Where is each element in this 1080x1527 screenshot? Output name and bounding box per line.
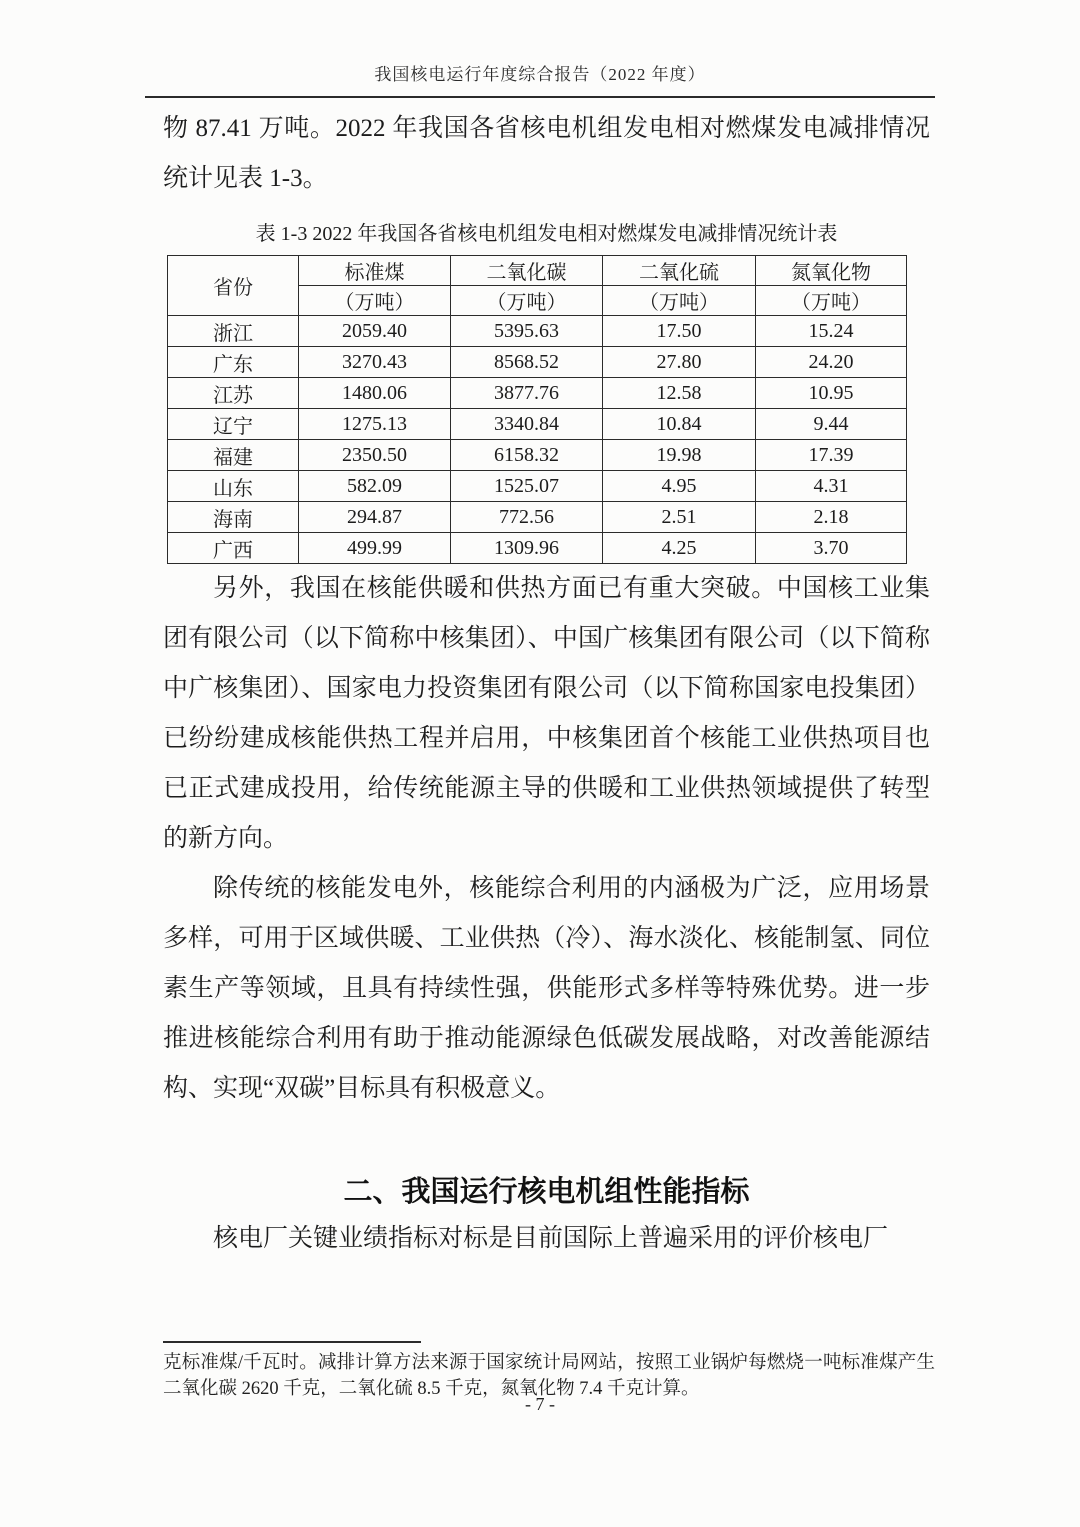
table-row (168, 347, 907, 378)
table-row (168, 440, 907, 471)
footnote-divider (163, 1341, 421, 1343)
value-cell: 5395.63 (451, 316, 603, 347)
paragraph-kpi: 核电厂关键业绩指标对标是目前国际上普遍采用的评价核电厂 (213, 1225, 889, 1252)
value-cell: 582.09 (299, 471, 451, 502)
table-unit-cell: （万吨） (451, 286, 603, 316)
page-content (163, 104, 930, 1264)
table-header-row-names (168, 256, 907, 286)
page-header-title: 我国核电运行年度综合报告（2022 年度） (145, 60, 935, 98)
table-header-coal: 标准煤 (299, 256, 451, 286)
footnote (163, 1341, 935, 1402)
footnote-text: 克标准煤/千瓦时。减排计算方法来源于国家统计局网站，按照工业锅炉每燃烧一吨标准煤产生二氧化碳 2620 千克，二氧化硫 8.5 千克，氮氧化物 7.4 千克计算。 (163, 1353, 935, 1399)
value-cell: 2350.50 (299, 440, 451, 471)
province-cell: 福建 (168, 440, 299, 471)
province-cell: 浙江 (168, 316, 299, 347)
table-unit-cell: （万吨） (756, 286, 907, 316)
table-row (168, 533, 907, 564)
value-cell: 4.25 (603, 533, 756, 564)
value-cell: 3877.76 (451, 378, 603, 409)
value-cell: 4.31 (756, 471, 907, 502)
emissions-table (167, 255, 907, 564)
value-cell: 10.84 (603, 409, 756, 440)
value-cell: 9.44 (756, 409, 907, 440)
value-cell: 2059.40 (299, 316, 451, 347)
value-cell: 8568.52 (451, 347, 603, 378)
paragraph-utilization: 除传统的核能发电外，核能综合利用的内涵极为广泛，应用场景多样，可用于区域供暖、工业供热（冷）、海水淡化、核能制氢、同位素生产等领域，且具有持续性强，供能形式多样等特殊优势。进一步推进核能综合利用有助于推动能源绿色低碳发展战略，对改善能源结构、实现“双碳”目标具有积极意义。 (163, 875, 930, 1102)
table-unit-cell: （万吨） (603, 286, 756, 316)
value-cell: 3340.84 (451, 409, 603, 440)
value-cell: 6158.32 (451, 440, 603, 471)
value-cell: 1525.07 (451, 471, 603, 502)
province-cell: 广东 (168, 347, 299, 378)
value-cell: 19.98 (603, 440, 756, 471)
province-cell: 广西 (168, 533, 299, 564)
value-cell: 4.95 (603, 471, 756, 502)
value-cell: 772.56 (451, 502, 603, 533)
table-row (168, 471, 907, 502)
value-cell: 1480.06 (299, 378, 451, 409)
province-cell: 江苏 (168, 378, 299, 409)
value-cell: 3.70 (756, 533, 907, 564)
value-cell: 15.24 (756, 316, 907, 347)
table-caption: 表 1-3 2022 年我国各省核电机组发电相对燃煤发电减排情况统计表 (255, 223, 838, 245)
value-cell: 10.95 (756, 378, 907, 409)
value-cell: 24.20 (756, 347, 907, 378)
province-cell: 山东 (168, 471, 299, 502)
value-cell: 17.39 (756, 440, 907, 471)
value-cell: 17.50 (603, 316, 756, 347)
table-row (168, 409, 907, 440)
section-heading: 二、我国运行核电机组性能指标 (343, 1176, 750, 1208)
paragraph-heating: 另外，我国在核能供暖和供热方面已有重大突破。中国核工业集团有限公司（以下简称中核集团）、中国广核集团有限公司（以下简称中广核集团）、国家电力投资集团有限公司（以下简称国家电投集团）已纷纷建成核能供热工程并启用，中核集团首个核能工业供热项目也已正式建成投用，给传统能源主导的供暖和工业供热领域提供了转型的新方向。 (163, 575, 930, 852)
table-header (168, 256, 907, 316)
value-cell: 1275.13 (299, 409, 451, 440)
table-unit-cell: （万吨） (299, 286, 451, 316)
value-cell: 3270.43 (299, 347, 451, 378)
page-number: - 7 - (525, 1394, 555, 1414)
table-header-nox: 氮氧化物 (756, 256, 907, 286)
table-row (168, 316, 907, 347)
table-header-so2: 二氧化硫 (603, 256, 756, 286)
intro-paragraph: 物 87.41 万吨。2022 年我国各省核电机组发电相对燃煤发电减排情况统计见表 1-3。 (163, 115, 930, 192)
value-cell: 12.58 (603, 378, 756, 409)
table-header-province: 省份 (168, 256, 299, 316)
value-cell: 499.99 (299, 533, 451, 564)
value-cell: 2.18 (756, 502, 907, 533)
table-body (168, 316, 907, 564)
value-cell: 1309.96 (451, 533, 603, 564)
value-cell: 294.87 (299, 502, 451, 533)
value-cell: 2.51 (603, 502, 756, 533)
province-cell: 海南 (168, 502, 299, 533)
value-cell: 27.80 (603, 347, 756, 378)
table-row (168, 378, 907, 409)
table-row (168, 502, 907, 533)
table-header-co2: 二氧化碳 (451, 256, 603, 286)
province-cell: 辽宁 (168, 409, 299, 440)
